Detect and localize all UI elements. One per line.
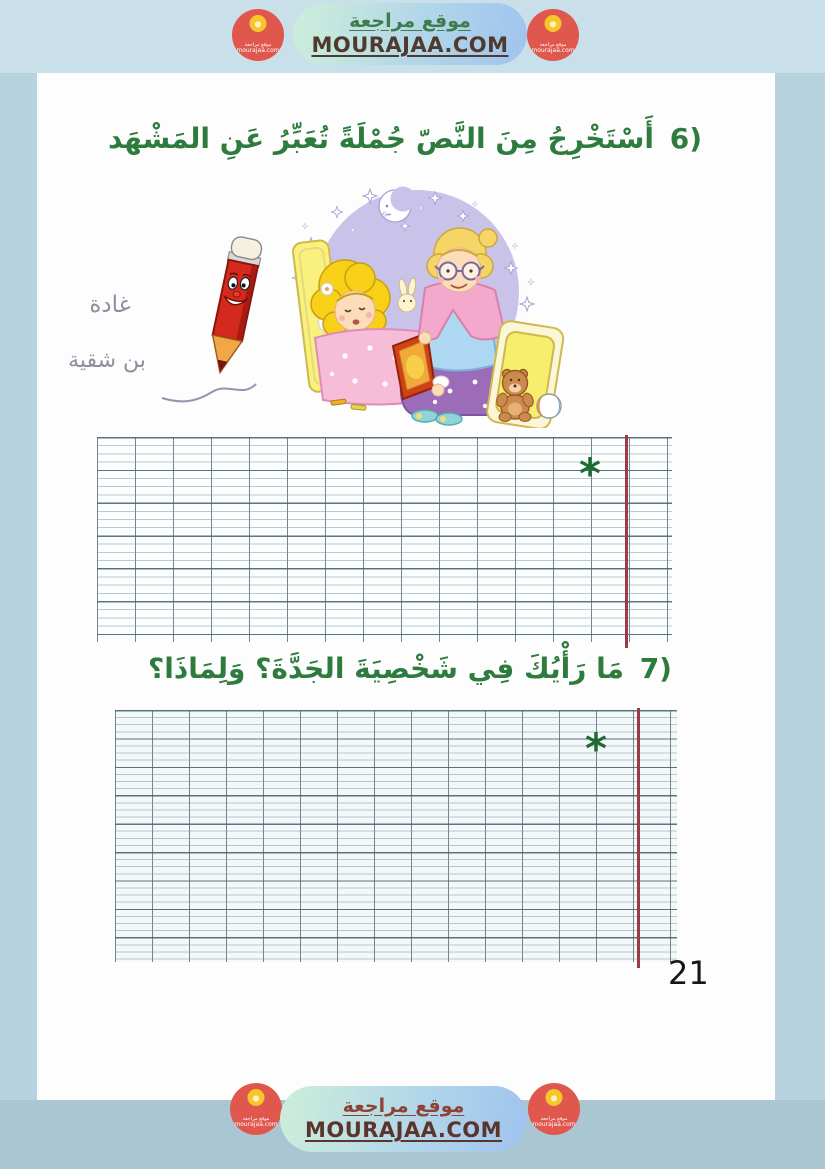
- answer-start-asterisk: *: [585, 724, 607, 773]
- site-logo-badge-bottom-right: [528, 1083, 580, 1135]
- site-domain-link[interactable]: MOURAJAA.COM: [311, 33, 509, 58]
- logo-book-icon: [546, 1089, 563, 1106]
- logo-text-arabic: موقع مراجعة: [540, 1115, 568, 1122]
- logo-text-arabic: موقع مراجعة: [244, 41, 272, 48]
- logo-text-domain: mourajaa.com: [236, 47, 280, 55]
- question-6-text: أَسْتَخْرِجُ مِنَ النَّصّ جُمْلَةً تُعَبِّرُ عَنِ المَشْهَد: [107, 122, 654, 155]
- logo-text-domain: mourajaa.com: [531, 47, 575, 55]
- flower-hairpin-icon: [321, 283, 333, 295]
- page-number: 21: [668, 954, 709, 992]
- grandma-hand-left: [419, 332, 431, 344]
- logo-book-icon: [545, 15, 562, 32]
- grandma-reading-illustration: [275, 186, 567, 428]
- site-name-arabic-link[interactable]: موقع مراجعة: [349, 9, 471, 32]
- ball: [537, 394, 561, 418]
- site-banner-top: [293, 3, 527, 65]
- site-logo-badge-top-left: [232, 9, 284, 61]
- question-7: [90, 652, 730, 685]
- logo-text-domain: mourajaa.com: [532, 1121, 576, 1129]
- question-7-text: مَا رَأْيُكَ فِي شَخْصِيَةَ الجَدَّةَ؟ وَلِمَاذَا؟: [148, 652, 624, 685]
- logo-text-arabic: موقع مراجعة: [539, 41, 567, 48]
- question-7-number: 7): [639, 652, 672, 685]
- grandma-hand-right: [432, 384, 444, 396]
- author-first-name: غادة: [89, 292, 131, 318]
- margin-line: [637, 708, 640, 968]
- site-banner-bottom: [280, 1086, 527, 1152]
- author-last-name: بن شقية: [68, 348, 146, 373]
- writing-grid-question-7: [115, 710, 677, 962]
- site-logo-badge-top-right: [527, 9, 579, 61]
- margin-line: [625, 435, 628, 648]
- pencil-icon: [204, 235, 264, 376]
- logo-text-arabic: موقع مراجعة: [242, 1115, 270, 1122]
- question-6: [55, 122, 755, 155]
- pencil-mascot-illustration: [148, 232, 268, 417]
- scribble-line: [162, 384, 256, 401]
- question-6-number: 6): [669, 122, 703, 155]
- writing-grid-question-6: [97, 437, 672, 642]
- site-domain-link[interactable]: MOURAJAA.COM: [304, 1118, 503, 1143]
- site-logo-badge-bottom-left: [230, 1083, 282, 1135]
- logo-book-icon: [250, 15, 267, 32]
- site-name-arabic-link[interactable]: موقع مراجعة: [342, 1094, 465, 1117]
- logo-text-domain: mourajaa.com: [234, 1121, 278, 1129]
- logo-book-icon: [248, 1089, 265, 1106]
- answer-start-asterisk: *: [579, 449, 601, 498]
